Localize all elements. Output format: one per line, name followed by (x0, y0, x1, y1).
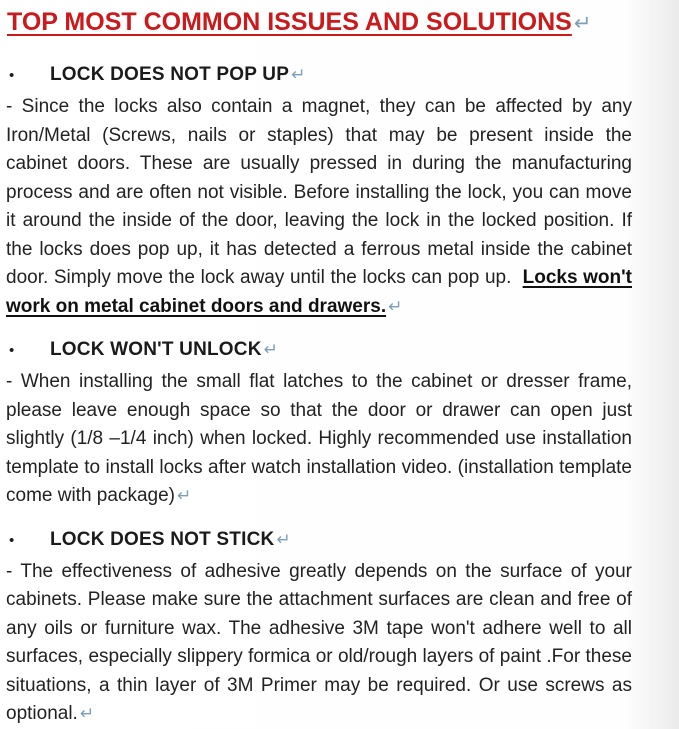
bullet-icon: • (9, 67, 15, 84)
section-heading: LOCK DOES NOT POP UP (50, 64, 290, 85)
paragraph-mark-icon: ↵ (79, 704, 95, 723)
paragraph-mark-icon: ↵ (573, 12, 592, 35)
section-body-text: - Since the locks also contain a magnet, they can be affected by any Iron/Metal (Screws, nails or staples) that may be present inside the cabinet doors. These are usually pressed in during the manufacturing process and are often not visible. Before installing the lock, you can move it around the inside of the door, leaving the lock in the locked position. If the locks does pop up, it has detected a ferrous metal inside the cabinet door. Simply move the lock away until the locks can pop up. (6, 96, 632, 288)
section-heading-row (6, 526, 632, 555)
page-title (7, 8, 632, 37)
paragraph-mark-icon: ↵ (176, 486, 192, 505)
section-body-text: - When installing the small flat latches to the cabinet or dresser frame, please leave enough space so that the door or drawer can open just slightly (1/8 –1/4 inch) when locked. Highly recommended use installation template to install locks after watch installation video. (installation template come with package) (6, 371, 632, 506)
section-heading-row (6, 336, 632, 365)
section-heading: LOCK WON'T UNLOCK (50, 339, 262, 360)
paragraph-mark-icon: ↵ (388, 296, 403, 316)
section-body (6, 368, 632, 511)
bold-underlined-note: Locks won't work on metal cabinet doors and drawers. (6, 267, 632, 317)
paragraph-mark-icon: ↵ (291, 65, 306, 84)
section-lock-does-not-stick (6, 526, 632, 729)
paragraph-mark-icon: ↵ (276, 529, 291, 549)
section-body-text: - The effectiveness of adhesive greatly depends on the surface of your cabinets. Please make sure the attachment surfaces are clean and free of any oils or furniture wax. The adhesive 3M tape won't adhere well to all surfaces, especially slippery formica or old/rough layers of paint .For these situations, a thin layer of 3M Primer may be required. Or use screws as optional. (6, 560, 632, 724)
section-body (6, 558, 632, 729)
section-heading-row (6, 61, 632, 90)
paragraph-mark-icon: ↵ (263, 340, 278, 359)
section-body (6, 93, 632, 321)
bullet-icon: • (9, 531, 15, 549)
bullet-icon: • (9, 342, 15, 359)
section-heading: LOCK DOES NOT STICK (50, 528, 275, 550)
page-title-text: TOP MOST COMMON ISSUES AND SOLUTIONS (7, 8, 572, 36)
section-lock-does-not-pop-up (6, 61, 632, 321)
section-lock-wont-unlock (6, 336, 632, 511)
